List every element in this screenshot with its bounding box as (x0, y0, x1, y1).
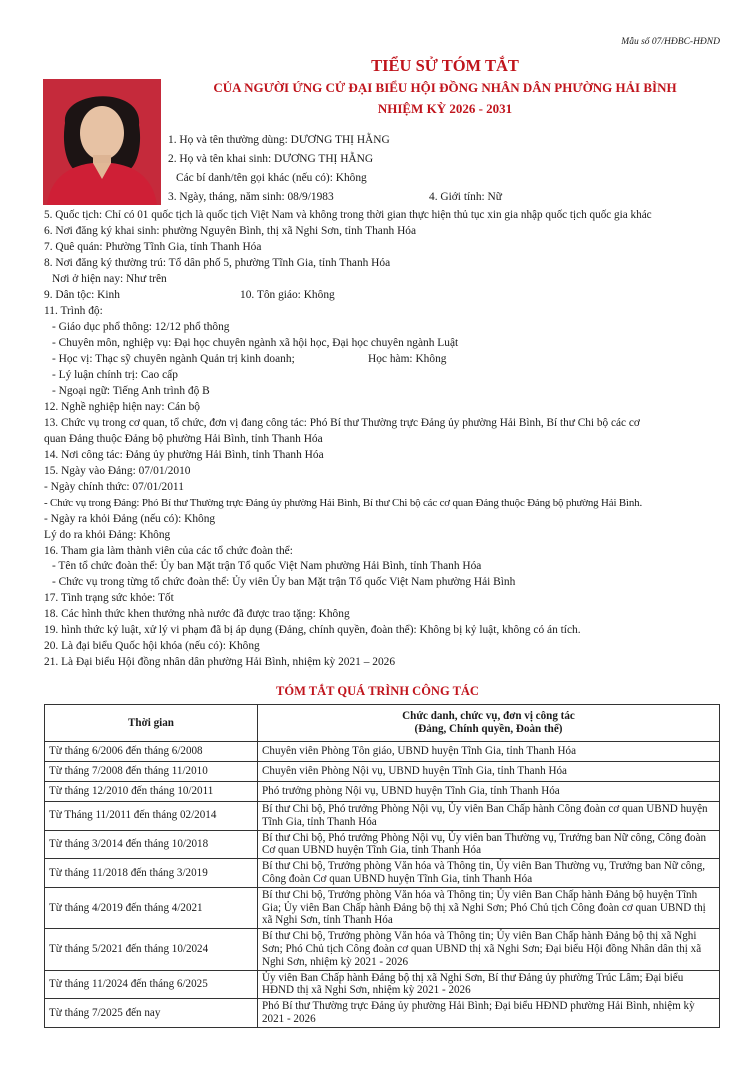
bio-aliases: Các bí danh/tên gọi khác (nếu có): Không (176, 172, 367, 184)
bio-national-assembly: 20. Là đại biểu Quốc hội khóa (nếu có): Không (44, 640, 260, 652)
bio-health: 17. Tình trạng sức khỏe: Tốt (44, 592, 174, 604)
row-position: Bí thư Chi bộ, Trưởng phòng Văn hóa và Thông tin, Ủy viên Ban Thường vụ, Trưởng ban Nữ công, Công đoàn Cơ quan UBND huyện Tĩnh Gia, tỉnh Thanh Hóa (258, 859, 720, 888)
document-title: TIỂU SỬ TÓM TẮT (371, 56, 519, 75)
bio-birth-name: 2. Họ và tên khai sinh: DƯƠNG THỊ HẰNG (168, 153, 374, 165)
table-row (45, 999, 720, 1028)
bio-hometown: 7. Quê quán: Phường Tĩnh Gia, tỉnh Thanh Hóa (44, 241, 262, 253)
bio-organizations-heading: 16. Tham gia làm thành viên của các tổ chức đoàn thể: (44, 545, 293, 557)
table-row (45, 929, 720, 970)
bio-current-residence: Nơi ở hiện nay: Như trên (52, 273, 167, 285)
bio-organization-position: - Chức vụ trong từng tổ chức đoàn thể: Ủy viên Ủy ban Mặt trận Tổ quốc Việt Nam phường Hải Bình (52, 576, 516, 588)
row-position: Bí thư Chi bộ, Phó trưởng Phòng Nội vụ, Ủy viên ban Thường vụ, Trưởng ban Nữ công, Công đoàn Cơ quan UBND huyện Tĩnh Gia, tỉnh Thanh Hóa (258, 830, 720, 859)
bio-common-name: 1. Họ và tên thường dùng: DƯƠNG THỊ HẰNG (168, 134, 390, 146)
document-subtitle: CỦA NGƯỜI ỨNG CỬ ĐẠI BIỂU HỘI ĐỒNG NHÂN DÂN PHƯỜNG HẢI BÌNH (213, 80, 677, 95)
bio-party-join-date: 15. Ngày vào Đảng: 07/01/2010 (44, 465, 191, 477)
header-position-sub: (Đảng, Chính quyền, Đoàn thể) (414, 723, 563, 735)
row-time: Từ tháng 5/2021 đến tháng 10/2024 (45, 929, 258, 970)
bio-party-official-date: - Ngày chính thức: 07/01/2011 (44, 481, 184, 493)
candidate-portrait-photo (43, 79, 161, 205)
bio-workplace: 14. Nơi công tác: Đảng ủy phường Hải Bình, tỉnh Thanh Hóa (44, 449, 324, 461)
table-row (45, 830, 720, 859)
form-number: Mẫu số 07/HĐBC-HĐND (621, 37, 720, 47)
bio-professional-education: - Chuyên môn, nghiệp vụ: Đại học chuyên ngành xã hội học, Đại học chuyên ngành Luật (52, 337, 459, 349)
table-row (45, 802, 720, 831)
row-time: Từ tháng 7/2008 đến tháng 11/2010 (45, 762, 258, 782)
header-position-label: Chức danh, chức vụ, đơn vị công tác (402, 710, 575, 723)
bio-birth-date: 3. Ngày, tháng, năm sinh: 08/9/1983 (168, 191, 334, 203)
bio-awards: 18. Các hình thức khen thưởng nhà nước đã được trao tặng: Không (44, 608, 350, 620)
row-time: Từ tháng 11/2018 đến tháng 3/2019 (45, 859, 258, 888)
work-history-table (44, 704, 720, 1028)
table-row (45, 887, 720, 928)
bio-degree: - Học vị: Thạc sỹ chuyên ngành Quản trị kinh doanh; (52, 353, 295, 365)
row-time: Từ tháng 7/2025 đến nay (45, 999, 258, 1028)
row-time: Từ tháng 12/2010 đến tháng 10/2011 (45, 782, 258, 802)
bio-current-position-cont: quan Đảng thuộc Đảng bộ phường Hải Bình, tỉnh Thanh Hóa (44, 433, 323, 445)
table-row (45, 970, 720, 999)
bio-council-member: 21. Là Đại biểu Hội đồng nhân dân phường Hải Bình, nhiệm kỳ 2021 – 2026 (44, 656, 396, 668)
row-position: Phó Bí thư Thường trực Đảng ủy phường Hải Bình; Đại biểu HĐND phường Hải Bình, nhiệm kỳ 2021 - 2026 (258, 999, 720, 1028)
table-row (45, 782, 720, 802)
row-time: Từ tháng 6/2006 đến tháng 6/2008 (45, 742, 258, 762)
bio-birth-registration: 6. Nơi đăng ký khai sinh: phường Nguyên Bình, thị xã Nghi Sơn, tỉnh Thanh Hóa (44, 225, 417, 237)
bio-foreign-language: - Ngoại ngữ: Tiếng Anh trình độ B (52, 385, 210, 397)
row-position: Bí thư Chi bộ, Trưởng phòng Văn hóa và Thông tin; Ủy viên Ban Chấp hành Đảng bộ thị xã Nghi Sơn; Phó Chủ tịch Công đoàn cơ quan UBND thị xã Nghi Sơn; Đại biểu Hội đồng Nhân dân thị xã Nghi Sơn, nhiệm kỳ 2021 - 2026 (258, 929, 720, 970)
bio-permanent-residence: 8. Nơi đăng ký thường trú: Tổ dân phố 5, phường Tĩnh Gia, tỉnh Thanh Hóa (44, 257, 391, 269)
row-time: Từ tháng 3/2014 đến tháng 10/2018 (45, 830, 258, 859)
row-position: Phó trưởng phòng Nội vụ, UBND huyện Tĩnh Gia, tỉnh Thanh Hóa (258, 782, 720, 802)
bio-party-exit-date: - Ngày ra khỏi Đảng (nếu có): Không (44, 513, 216, 525)
table-row (45, 859, 720, 888)
bio-education-heading: 11. Trình độ: (44, 305, 103, 317)
table-row (45, 742, 720, 762)
header-time: Thời gian (45, 705, 258, 742)
row-time: Từ Tháng 11/2011 đến tháng 02/2014 (45, 802, 258, 831)
row-position: Chuyên viên Phòng Tôn giáo, UBND huyện Tĩnh Gia, tỉnh Thanh Hóa (258, 742, 720, 762)
row-position: Bí thư Chi bộ, Trưởng phòng Văn hóa và Thông tin; Ủy viên Ban Chấp hành Đảng bộ huyện Tĩnh Gia; Ủy viên Ban Chấp hành Đảng bộ thị xã Nghi Sơn; Phó Chủ tịch Công đoàn cơ quan UBND thị xã Nghi Sơn, tỉnh Thanh Hóa (258, 887, 720, 928)
bio-organization-name: - Tên tổ chức đoàn thể: Ủy ban Mặt trận Tổ quốc Việt Nam phường Hải Bình, tỉnh Thanh Hóa (52, 560, 482, 572)
bio-gender: 4. Giới tính: Nữ (429, 191, 502, 203)
bio-discipline: 19. hình thức kỷ luật, xử lý vi phạm đã bị áp dụng (Đảng, chính quyền, đoàn thể): Không bị kỷ luật, không có án tích. (44, 624, 581, 636)
header-position (258, 705, 720, 742)
table-row (45, 762, 720, 782)
work-history-title: TÓM TẮT QUÁ TRÌNH CÔNG TÁC (276, 684, 479, 698)
bio-ethnicity: 9. Dân tộc: Kinh (44, 289, 120, 301)
row-time: Từ tháng 4/2019 đến tháng 4/2021 (45, 887, 258, 928)
bio-academic-title: Học hàm: Không (368, 353, 447, 365)
row-time: Từ tháng 11/2024 đến tháng 6/2025 (45, 970, 258, 999)
bio-party-position: - Chức vụ trong Đảng: Phó Bí thư Thường trực Đảng ủy phường Hải Bình, Bí thư Chi bộ các cơ quan Đảng thuộc Đảng bộ phường Hải Bình. (44, 497, 643, 509)
row-position: Ủy viên Ban Chấp hành Đảng bộ thị xã Nghi Sơn, Bí thư Đảng ủy phường Trúc Lâm; Đại biểu HĐND thị xã Nghi Sơn, nhiệm kỳ 2021 - 2026 (258, 970, 720, 999)
bio-current-position: 13. Chức vụ trong cơ quan, tổ chức, đơn vị đang công tác: Phó Bí thư Thường trực Đảng ủy phường Hải Bình, Bí thư Chi bộ các cơ (44, 417, 640, 429)
bio-nationality: 5. Quốc tịch: Chỉ có 01 quốc tịch là quốc tịch Việt Nam và không trong thời gian thực hiện thủ tục xin gia nhập quốc tịch quốc gia khác (44, 209, 652, 221)
bio-religion: 10. Tôn giáo: Không (240, 289, 335, 301)
row-position: Bí thư Chi bộ, Phó trưởng Phòng Nội vụ, Ủy viên Ban Chấp hành Công đoàn cơ quan UBND huyện Tĩnh Gia, tỉnh Thanh Hóa (258, 802, 720, 831)
table-header-row (45, 705, 720, 742)
row-position: Chuyên viên Phòng Nội vụ, UBND huyện Tĩnh Gia, tỉnh Thanh Hóa (258, 762, 720, 782)
bio-occupation: 12. Nghề nghiệp hiện nay: Cán bộ (44, 401, 200, 413)
document-term: NHIỆM KỲ 2026 - 2031 (377, 101, 513, 116)
bio-party-exit-reason: Lý do ra khỏi Đảng: Không (44, 529, 171, 541)
bio-political-theory: - Lý luận chính trị: Cao cấp (52, 369, 178, 381)
bio-general-education: - Giáo dục phổ thông: 12/12 phổ thông (52, 321, 230, 333)
